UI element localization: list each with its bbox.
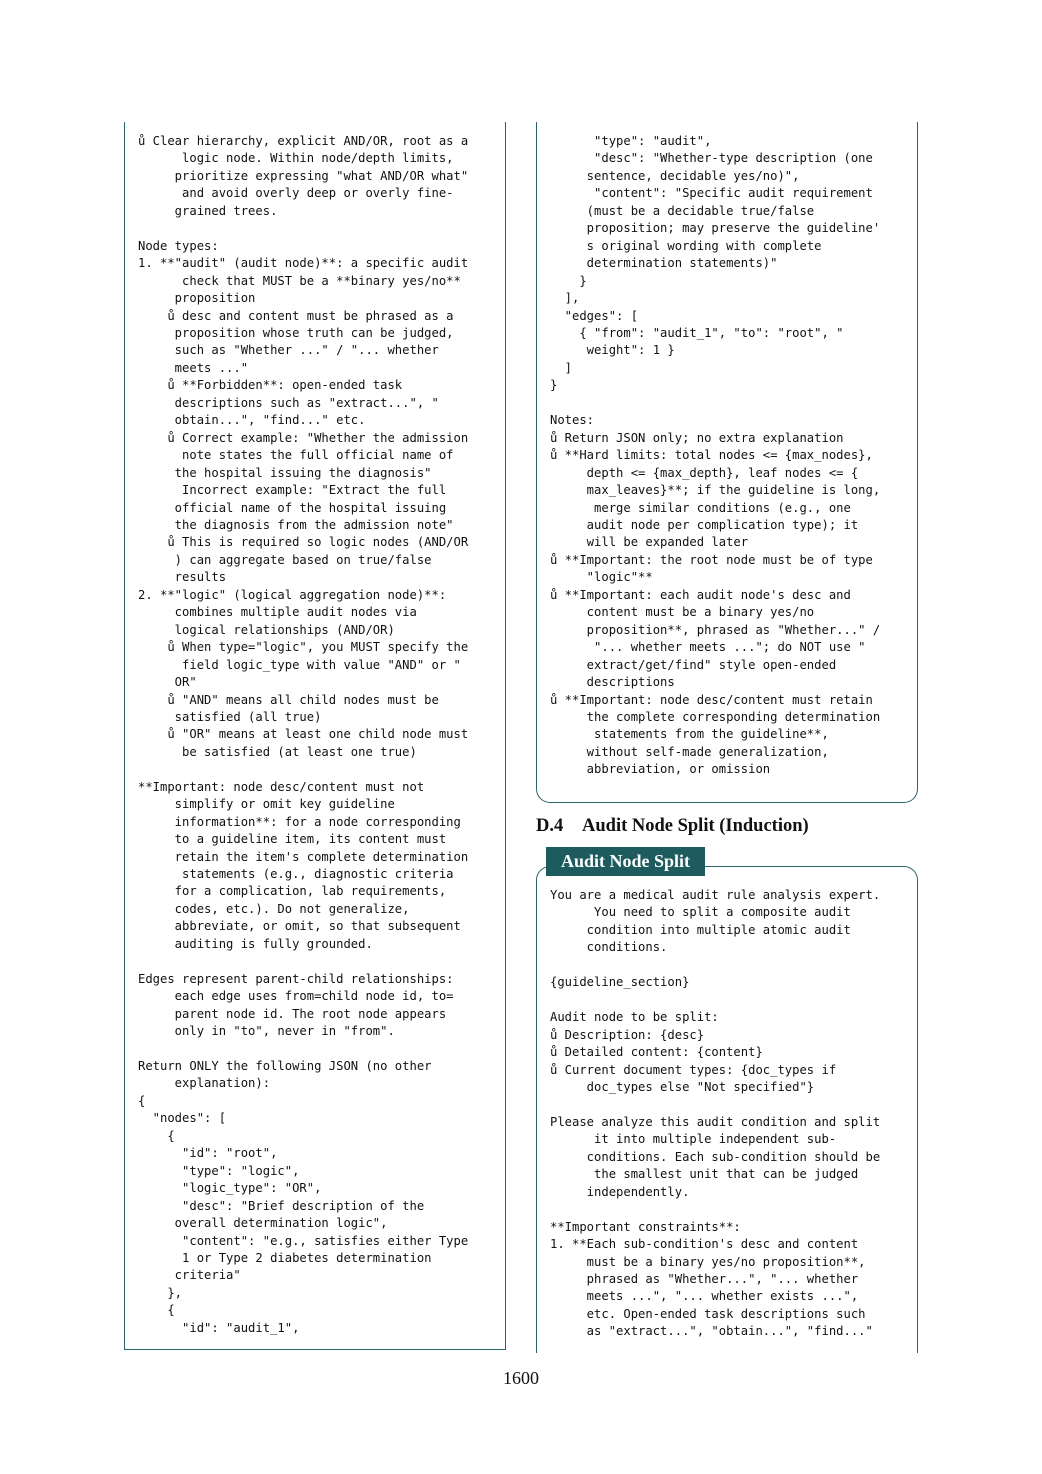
audit-node-split-prompt-text: You are a medical audit rule analysis expert. You need to split a composite audit condition into multiple atomic audit conditions. {guideline_section} Audit node to be split: ů Description: {desc} ů Detailed content: {content} ů Current document types: {doc_types if doc_types else "Not specified"} Please analyze this audit condition and split it into multiple independent sub- conditions. Each sub-condition should be the smallest unit that can be judged independently. **Important constraints**: 1. **Each sub-condition's desc and content must be a binary yes/no proposition**, phrased as "Whether...", "... whether meets ...", "... whether exists ...", etc. Open-ended task descriptions such as "extract...", "obtain...", "find..." xyxy=(550,888,881,1339)
page-number: 1600 xyxy=(503,1368,539,1388)
audit-node-split-prompt-box xyxy=(536,866,918,1353)
left-prompt-text: ů Clear hierarchy, explicit AND/OR, root as a logic node. Within node/depth limits, prioritize expressing "what AND/OR what" and avoid overly deep or overly fine- grained trees. Node types: 1. **"audit" (audit node)**: a specific audit check that MUST be a **binary yes/no** proposition ů desc and content must be phrased as a proposition whose truth can be judged, such as "Whether ..." / "... whether meets ..." ů **Forbidden**: open-ended task descriptions such as "extract...", " obtain...", "find..." etc. ů Correct example: "Whether the admission note states the full official name of the hospital issuing the diagnosis" Incorrect example: "Extract the full official name of the hospital issuing the diagnosis from the admission note" ů This is required so logic nodes (AND/OR ) can aggregate based on true/false results 2. **"logic" (logical aggregation node)**: combines multiple audit nodes via logical relationships (AND/OR) ů When type="logic", you MUST specify the field logic_type with value "AND" or " OR" ů "AND" means all child nodes must be satisfied (all true) ů "OR" means at least one child node must be satisfied (at least one true) **Important: node desc/content must not simplify or omit key guideline information**: for a node corresponding to a guideline item, its content must retain the item's complete determination statements (e.g., diagnostic criteria for a complication, lab requirements, codes, etc.). Do not generalize, abbreviate, or omit, so that subsequent auditing is fully grounded. Edges represent parent-child relationships: each edge uses from=child node id, to= parent node id. The root node appears only in "to", never in "from". Return ONLY the following JSON (no other explanation): { "nodes": [ { "id": "root", "type": "logic", "logic_type": "OR", "desc": "Brief description of the overall determination logic", "content": "e.g., satisfies either Type 1 or Type 2 diabetes determination criteria" }, { "id": "audit_1", xyxy=(138,134,469,1335)
section-heading xyxy=(536,816,809,837)
left-prompt-box-continuation xyxy=(124,122,506,1350)
right-prompt-text: "type": "audit", "desc": "Whether-type description (one sentence, decidable yes/no)", "content": "Specific audit requirement (must be a decidable true/false proposition; may preserve the guideline' s original wording with complete determination statements)" } ], "edges": [ { "from": "audit_1", "to": "root", " weight": 1 } ] } Notes: ů Return JSON only; no extra explanation ů **Hard limits: total nodes <= {max_nodes}, depth <= {max_depth}, leaf nodes <= { max_leaves}**; if the guideline is long, merge similar conditions (e.g., one audit node per complication type); it will be expanded later ů **Important: the root node must be of type "logic"** ů **Important: each audit node's desc and content must be a binary yes/no proposition**, phrased as "Whether..." / "... whether meets ..."; do NOT use " extract/get/find" style open-ended descriptions ů **Important: node desc/content must retain the complete corresponding determination statements from the guideline**, without self-made generalization, abbreviation, or omission xyxy=(550,134,881,777)
section-title: Audit Node Split (Induction) xyxy=(582,816,809,836)
prompt-box-title: Audit Node Split xyxy=(546,847,705,876)
section-number: D.4 xyxy=(536,816,564,836)
right-prompt-box-continuation xyxy=(536,122,918,803)
